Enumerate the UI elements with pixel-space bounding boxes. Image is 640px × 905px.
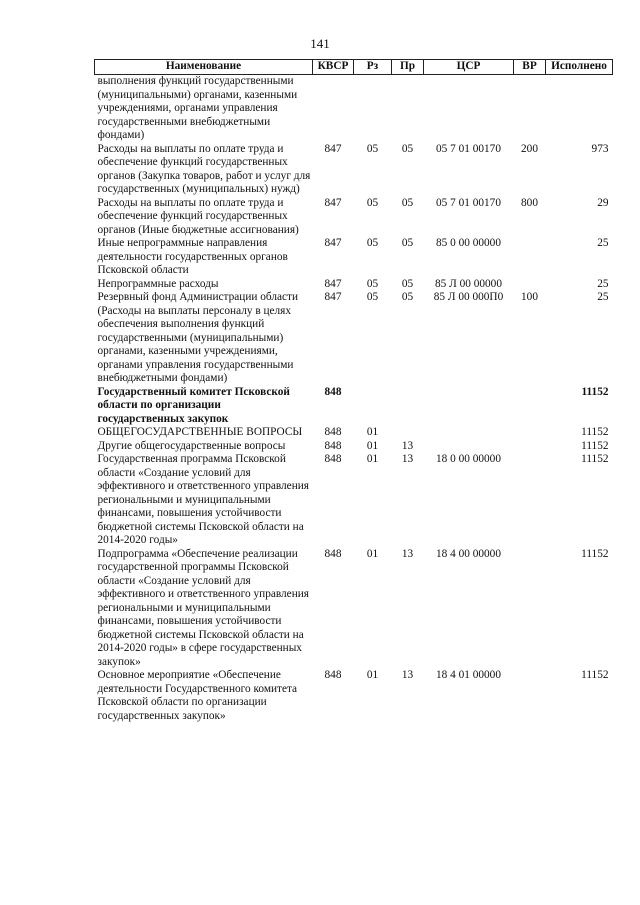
header-pr: Пр (392, 60, 424, 75)
cell-vr (514, 440, 546, 454)
table-header (95, 60, 613, 75)
cell-vr: 800 (521, 196, 538, 209)
table-row (95, 197, 613, 238)
cell-kvsr: 847 (324, 237, 342, 249)
cell-rz: 01 (366, 426, 379, 438)
cell-name: Иные непрограммные направления деятельности государственных органов Псковской области (97, 237, 288, 276)
cell-rz: 05 (366, 291, 379, 303)
cell-csr (424, 75, 514, 143)
cell-done: 973 (591, 142, 609, 155)
cell-vr (514, 548, 546, 670)
table-row (95, 548, 613, 670)
cell-csr: 85 Л 00 00000 (435, 277, 502, 290)
cell-csr: 85 0 00 00000 (436, 237, 501, 249)
cell-csr (424, 440, 514, 454)
cell-pr: 13 (401, 439, 414, 452)
table-row (95, 291, 613, 386)
cell-name: Непрограммные расходы (97, 277, 219, 290)
table-body (95, 75, 613, 724)
cell-kvsr (313, 75, 354, 143)
cell-done: 11152 (581, 426, 609, 438)
cell-done: 11152 (581, 669, 609, 681)
cell-pr (392, 75, 424, 143)
cell-rz: 01 (366, 669, 379, 681)
cell-vr (514, 237, 546, 278)
cell-done: 11152 (581, 547, 609, 560)
cell-csr: 18 4 00 00000 (436, 547, 501, 560)
cell-kvsr: 847 (324, 277, 342, 290)
cell-rz: 05 (366, 196, 379, 209)
cell-csr: 85 Л 00 000П0 (433, 291, 504, 303)
cell-vr: 100 (521, 291, 538, 303)
cell-pr: 05 (401, 196, 414, 209)
cell-done: 29 (597, 196, 609, 209)
cell-pr: 13 (401, 669, 414, 681)
cell-kvsr: 848 (324, 439, 342, 452)
table-row (95, 426, 613, 440)
cell-rz: 05 (366, 142, 379, 155)
cell-name: Подпрограмма «Обеспечение реализации государственной программы Псковской области «Создание условий для эффективного и ответственного управления региональными и муниципальными финансами, повышения устойчивости бюджетной системы Псковской области на 2014-2020 годы» в сфере государственных закупок» (97, 547, 309, 668)
cell-done: 25 (597, 237, 609, 249)
cell-pr: 05 (401, 142, 414, 155)
cell-csr: 18 0 00 00000 (436, 453, 501, 465)
cell-done (546, 75, 613, 143)
cell-kvsr: 848 (324, 385, 342, 398)
cell-kvsr: 848 (324, 547, 342, 560)
cell-done: 11152 (581, 453, 609, 465)
cell-rz (354, 75, 392, 143)
cell-rz: 01 (366, 453, 379, 465)
cell-vr (514, 75, 546, 143)
cell-rz: 01 (366, 547, 379, 560)
cell-name: Основное мероприятие «Обеспечение деятельности Государственного комитета Псковской области по организации государственных закупок» (97, 669, 298, 722)
header-done: Исполнено (546, 60, 613, 75)
cell-rz (354, 386, 392, 427)
cell-kvsr: 847 (324, 142, 342, 155)
cell-done: 25 (597, 277, 609, 290)
budget-table (94, 59, 613, 723)
cell-rz: 05 (366, 237, 379, 249)
table-row (95, 143, 613, 197)
table-row (95, 669, 613, 723)
cell-name: Расходы на выплаты по оплате труда и обеспечение функций государственных органов (Иные бюджетные ассигнования) (97, 196, 299, 236)
cell-vr (514, 386, 546, 427)
cell-csr (424, 426, 514, 440)
cell-pr: 13 (401, 547, 414, 560)
cell-vr: 200 (521, 142, 538, 155)
cell-kvsr: 848 (324, 669, 342, 681)
cell-name: Резервный фонд Администрации области (Расходы на выплаты персоналу в целях обеспечения выполнения функций государственными (муниципальными) органами, казенными учреждениями, органами управления государственными внебюджетными фондами) (97, 291, 299, 384)
cell-name: Другие общегосударственные вопросы (97, 439, 286, 452)
cell-csr: 05 7 01 00170 (436, 142, 501, 155)
cell-vr (514, 278, 546, 292)
cell-vr (514, 669, 546, 723)
header-vr: ВР (514, 60, 546, 75)
header-rz: Рз (354, 60, 392, 75)
cell-rz: 05 (366, 277, 379, 290)
cell-pr (392, 426, 424, 440)
cell-rz: 01 (366, 439, 379, 452)
cell-name: выполнения функций государственными (муниципальными) органами, казенными учреждениями, органами управления государственными внебюджетными фондами) (97, 75, 298, 141)
page-number: 141 (310, 36, 330, 51)
cell-name: Государственный комитет Псковской области по организации государственных закупок (97, 385, 290, 425)
cell-done: 25 (597, 291, 609, 303)
cell-pr: 05 (401, 291, 414, 303)
table-row (95, 453, 613, 548)
cell-done: 11152 (581, 385, 609, 398)
cell-kvsr: 847 (324, 196, 342, 209)
cell-kvsr: 847 (324, 291, 342, 303)
table-row (95, 386, 613, 427)
table-row (95, 278, 613, 292)
cell-pr: 05 (401, 237, 414, 249)
cell-name: Расходы на выплаты по оплате труда и обеспечение функций государственных органов (Закупка товаров, работ и услуг для государственных (муниципальных) нужд) (97, 142, 311, 195)
cell-csr: 18 4 01 00000 (436, 669, 501, 681)
header-kvsr: КВСР (313, 60, 354, 75)
table-row (95, 75, 613, 143)
cell-kvsr: 848 (324, 453, 342, 465)
cell-pr (392, 386, 424, 427)
header-csr: ЦСР (424, 60, 514, 75)
header-name: Наименование (95, 60, 313, 75)
table-row (95, 237, 613, 278)
cell-vr (514, 453, 546, 548)
cell-pr: 13 (401, 453, 414, 465)
cell-csr: 05 7 01 00170 (436, 196, 501, 209)
cell-kvsr: 848 (324, 426, 342, 438)
cell-name: Государственная программа Псковской области «Создание условий для эффективного и ответственного управления региональными и муниципальными финансами, повышения устойчивости бюджетной системы Псковской области на 2014-2020 годы» (97, 453, 309, 546)
cell-done: 11152 (581, 439, 609, 452)
table-row (95, 440, 613, 454)
cell-csr (424, 386, 514, 427)
cell-name: ОБЩЕГОСУДАРСТВЕННЫЕ ВОПРОСЫ (97, 426, 303, 438)
cell-vr (514, 426, 546, 440)
cell-pr: 05 (401, 277, 414, 290)
